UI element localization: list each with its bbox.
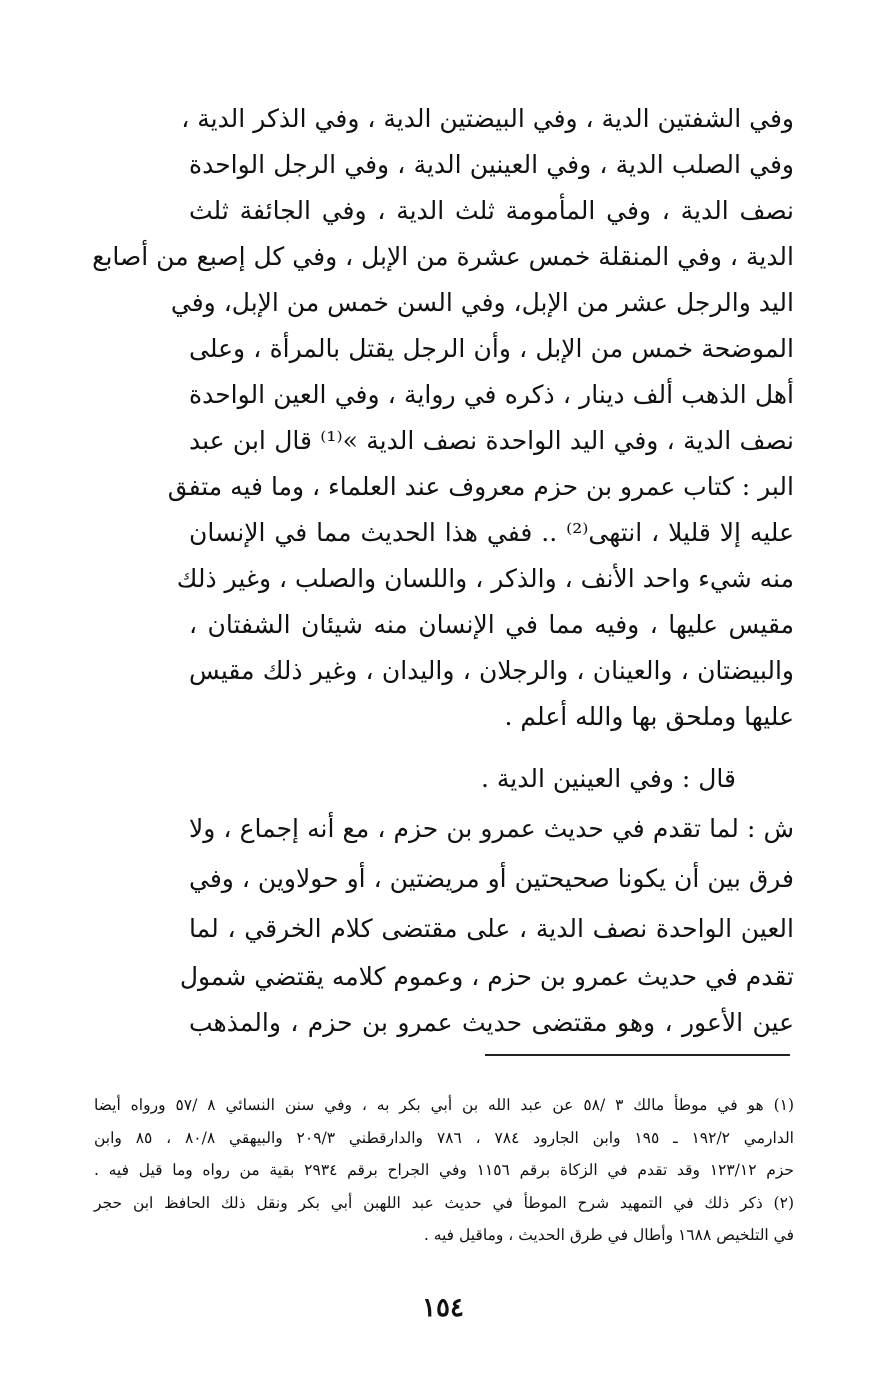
commentary-line: فرق بين أن يكونا صحيحتين أو مريضتين ، أو حولاوين ، وفي	[189, 864, 794, 893]
footnote-line: الدارمي ١٩٢/٢ ـ ١٩٥ وابن الجارود ٧٨٤ ، ٧٨٦ والدارقطني ٢٠٩/٣ والبيهقي ٨٠/٨ ، ٨٥ وابن	[94, 1129, 794, 1147]
footnote-line: (٢) ذكر ذلك في التمهيد شرح الموطأ في حديث عبد اللهبن أبي بكر ونقل ذلك الحافظ ابن حجر	[94, 1194, 794, 1212]
body-line: أهل الذهب ألف دينار ، ذكره في رواية ، وفي العين الواحدة	[189, 380, 794, 409]
body-line: وفي الشفتين الدية ، وفي البيضتين الدية ، وفي الذكر الدية ،	[181, 104, 794, 133]
page-number: ١٥٤	[422, 1293, 464, 1323]
body-line: الدية ، وفي المنقلة خمس عشرة من الإبل ، وفي كل إصبع من أصابع	[92, 242, 794, 271]
commentary-line: عين الأعور ، وهو مقتضى حديث عمرو بن حزم ، والمذهب	[189, 1008, 794, 1037]
body-line: نصف الدية ، وفي اليد الواحدة نصف الدية »⁽¹⁾ قال ابن عبد	[189, 426, 794, 455]
commentary-line: العين الواحدة نصف الدية ، على مقتضى كلام الخرقي ، لما	[189, 914, 794, 943]
footnote-line: (١) هو في موطأ مالك ٣ /٥٨ عن عبد الله بن أبي بكر به ، وفي سنن النسائي ٨ /٥٧ ورواه أيضا	[94, 1096, 795, 1114]
body-line: والبيضتان ، والعينان ، والرجلان ، واليدان ، وغير ذلك مقيس	[189, 656, 794, 685]
body-line: منه شيء واحد الأنف ، والذكر ، واللسان والصلب ، وغير ذلك	[176, 564, 794, 593]
footnote-line: حزم ١٢٣/١٢ وقد تقدم في الزكاة برقم ١١٥٦ وفي الجراح برقم ٢٩٣٤ بقية من رواه وما قيل فيه .	[94, 1161, 794, 1179]
body-line: الموضحة خمس من الإبل ، وأن الرجل يقتل بالمرأة ، وعلى	[189, 334, 794, 363]
body-line: نصف الدية ، وفي المأمومة ثلث الدية ، وفي الجائفة ثلث	[189, 196, 794, 225]
body-line: وفي الصلب الدية ، وفي العينين الدية ، وفي الرجل الواحدة	[189, 150, 794, 179]
footnote-line: في التلخيص ١٦٨٨ وأطال في طرق الحديث ، وماقيل فيه .	[423, 1226, 794, 1244]
body-line: مقيس عليها ، وفيه مما في الإنسان منه شيئان الشفتان ،	[189, 610, 794, 639]
body-line: البر : كتاب عمرو بن حزم معروف عند العلماء ، وما فيه متفق	[167, 472, 794, 501]
body-line: عليه إلا قليلا ، انتهى⁽²⁾ .. ففي هذا الحديث مما في الإنسان	[189, 518, 794, 547]
commentary-line: ش : لما تقدم في حديث عمرو بن حزم ، مع أنه إجماع ، ولا	[189, 814, 794, 843]
body-line: اليد والرجل عشر من الإبل، وفي السن خمس من الإبل، وفي	[170, 288, 794, 317]
body-line: عليها وملحق بها والله أعلم .	[504, 702, 794, 731]
footnote-separator	[485, 1054, 790, 1056]
commentary-line: تقدم في حديث عمرو بن حزم ، وعموم كلامه يقتضي شمول	[179, 962, 794, 991]
quote-line: قال : وفي العينين الدية .	[480, 764, 736, 793]
